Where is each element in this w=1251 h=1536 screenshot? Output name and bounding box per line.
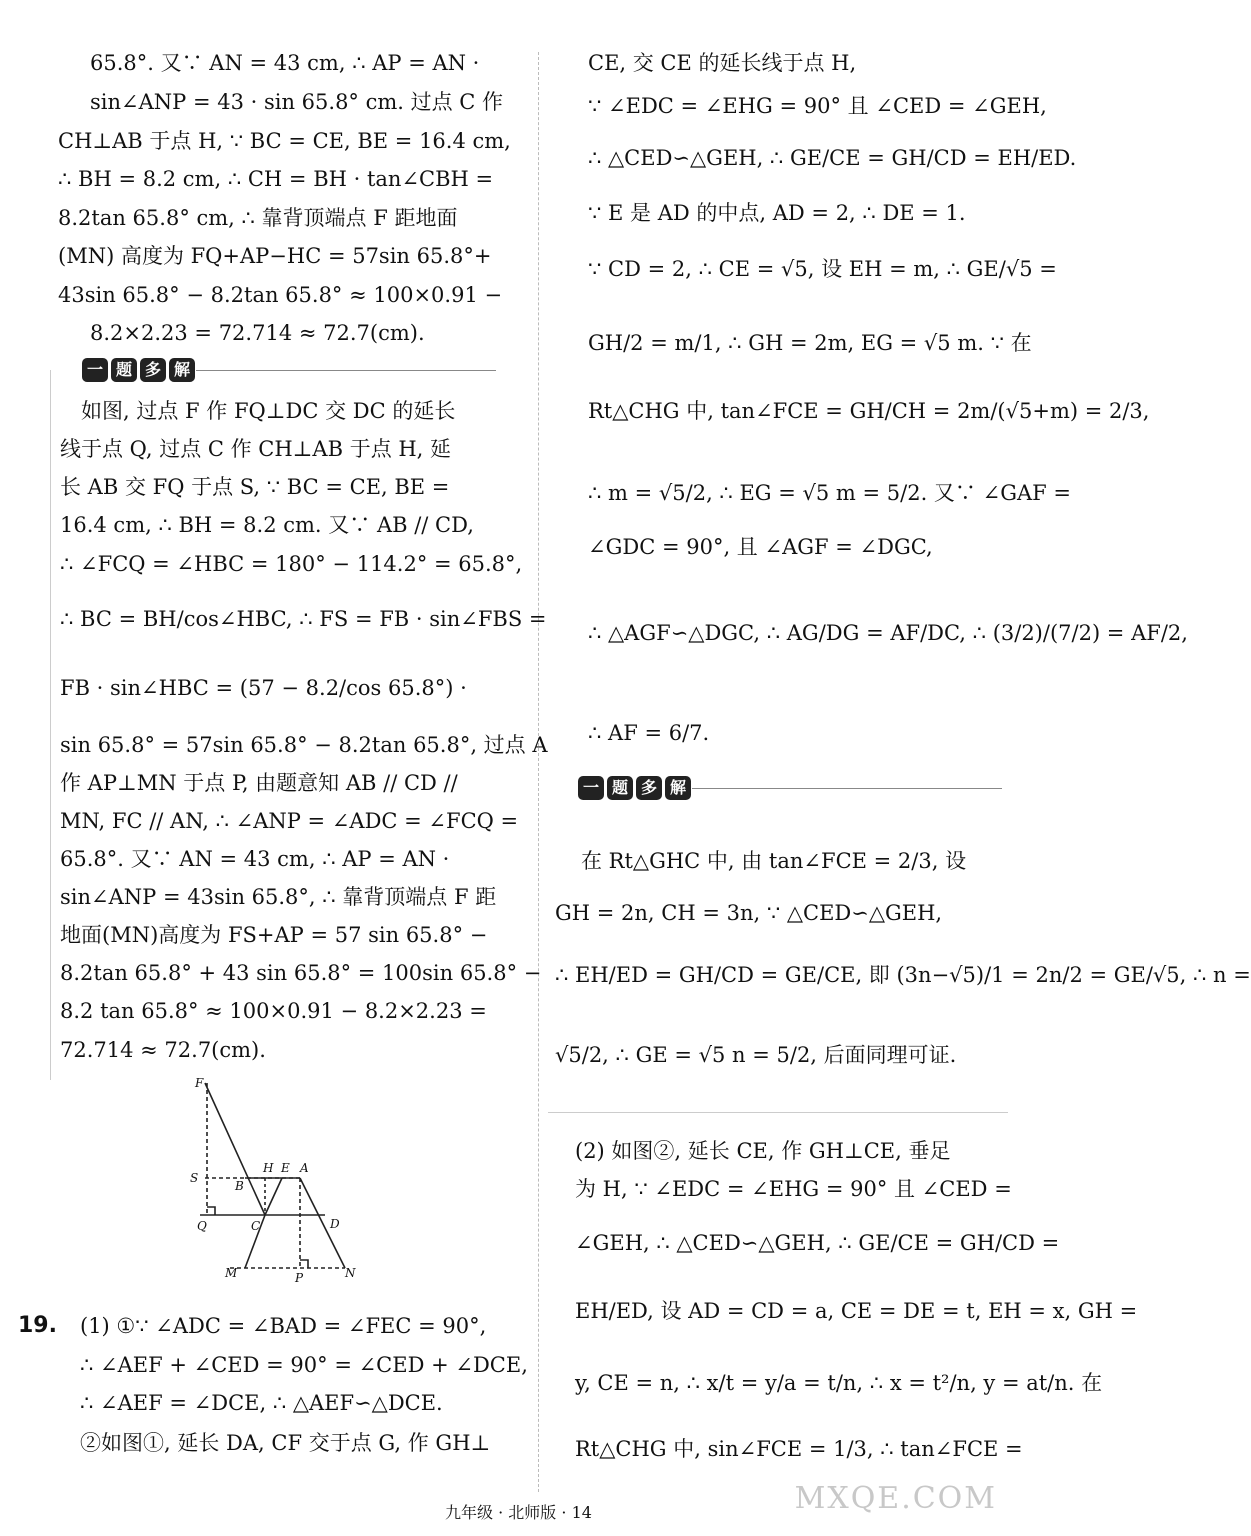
question-number: 19. (18, 1313, 57, 1338)
text-line: ∴ ∠AEF + ∠CED = 90° = ∠CED + ∠DCE, (80, 1353, 528, 1377)
text-line: FB · sin∠HBC = (57 − 8.2/cos 65.8°) · (60, 676, 467, 700)
text-line: 8.2tan 65.8° + 43 sin 65.8° = 100sin 65.8° − (60, 961, 542, 985)
text-line: 8.2tan 65.8° cm, ∴ 靠背顶端点 F 距地面 (58, 206, 458, 230)
text-line: 16.4 cm, ∴ BH = 8.2 cm. 又∵ AB // CD, (60, 513, 474, 537)
text-line: MN, FC // AN, ∴ ∠ANP = ∠ADC = ∠FCQ = (60, 809, 519, 833)
text-line: ∴ AF = 6/7. (588, 721, 710, 745)
text-line: ∵ ∠EDC = ∠EHG = 90° 且 ∠CED = ∠GEH, (588, 94, 1047, 118)
text-line: ∠GEH, ∴ △CED∽△GEH, ∴ GE/CE = GH/CD = (575, 1231, 1060, 1255)
solution-box-border (692, 788, 1002, 789)
text-line: CH⊥AB 于点 H, ∵ BC = CE, BE = 16.4 cm, (58, 129, 511, 153)
text-line: 作 AP⊥MN 于点 P, 由题意知 AB // CD // (60, 771, 458, 795)
label-N: N (345, 1266, 356, 1280)
label-D: D (330, 1217, 340, 1231)
text-line: 65.8°. 又∵ AN = 43 cm, ∴ AP = AN · (90, 51, 480, 75)
badge-char: 多 (636, 776, 662, 800)
solution-box-border (548, 1112, 1008, 1113)
text-line: 65.8°. 又∵ AN = 43 cm, ∴ AP = AN · (60, 847, 450, 871)
text-line: ∴ △CED∽△GEH, ∴ GE/CE = GH/CD = EH/ED. (588, 146, 1077, 170)
text-line: ∠GDC = 90°, 且 ∠AGF = ∠DGC, (588, 535, 933, 559)
text-line: ∴ EH/ED = GH/CD = GE/CE, 即 (3n−√5)/1 = 2n/2 = GE/√5, ∴ n = (555, 963, 1251, 987)
text-line: CE, 交 CE 的延长线于点 H, (588, 51, 857, 75)
text-line: Rt△CHG 中, sin∠FCE = 1/3, ∴ tan∠FCE = (575, 1437, 1023, 1461)
label-C: C (251, 1219, 261, 1233)
column-divider (538, 52, 539, 1492)
text-line: ∵ E 是 AD 的中点, AD = 2, ∴ DE = 1. (588, 201, 966, 225)
badge-char: 题 (111, 358, 137, 382)
label-P: P (295, 1271, 304, 1285)
text-line: 8.2×2.23 = 72.714 ≈ 72.7(cm). (90, 321, 425, 345)
label-A: A (300, 1161, 309, 1175)
text-line: 线于点 Q, 过点 C 作 CH⊥AB 于点 H, 延 (60, 437, 452, 461)
label-Q: Q (197, 1219, 207, 1233)
badge-char: 题 (607, 776, 633, 800)
text-line: ∵ CD = 2, ∴ CE = √5, 设 EH = m, ∴ GE/√5 = (588, 257, 1057, 281)
badge-char: 多 (140, 358, 166, 382)
solution-box-border (196, 370, 496, 371)
text-line: 长 AB 交 FQ 于点 S, ∵ BC = CE, BE = (60, 475, 450, 499)
text-line: sin∠ANP = 43 · sin 65.8° cm. 过点 C 作 (90, 90, 504, 114)
text-line: 如图, 过点 F 作 FQ⊥DC 交 DC 的延长 (60, 399, 456, 423)
text-line: √5/2, ∴ GE = √5 n = 5/2, 后面同理可证. (555, 1043, 957, 1067)
text-line: sin 65.8° = 57sin 65.8° − 8.2tan 65.8°, 过点 A (60, 733, 548, 757)
text-line: (1) ①∵ ∠ADC = ∠BAD = ∠FEC = 90°, (80, 1314, 487, 1338)
solution-box-border (50, 370, 51, 1080)
text-line: 72.714 ≈ 72.7(cm). (60, 1038, 266, 1062)
text-line: (MN) 高度为 FQ+AP−HC = 57sin 65.8°+ (58, 244, 492, 268)
text-line: 8.2 tan 65.8° ≈ 100×0.91 − 8.2×2.23 = (60, 999, 487, 1023)
badge-char: 解 (169, 358, 195, 382)
label-B: B (235, 1179, 244, 1193)
text-line: (2) 如图②, 延长 CE, 作 GH⊥CE, 垂足 (575, 1139, 951, 1163)
text-line: ②如图①, 延长 DA, CF 交于点 G, 作 GH⊥ (80, 1431, 491, 1455)
geometry-figure (185, 1075, 365, 1285)
page-footer: 九年级 · 北师版 · 14 (445, 1503, 592, 1522)
text-line: 地面(MN)高度为 FS+AP = 57 sin 65.8° − (60, 923, 488, 947)
multi-solution-badge (578, 776, 691, 800)
label-F: F (195, 1076, 204, 1090)
text-line: ∴ ∠FCQ = ∠HBC = 180° − 114.2° = 65.8°, (60, 552, 523, 576)
label-S: S (190, 1171, 199, 1185)
watermark: MXQE.COM (794, 1481, 997, 1516)
label-H: H (263, 1161, 274, 1175)
text-line: Rt△CHG 中, tan∠FCE = GH/CH = 2m/(√5+m) = 2/3, (588, 399, 1150, 423)
text-line: ∴ m = √5/2, ∴ EG = √5 m = 5/2. 又∵ ∠GAF = (588, 481, 1071, 505)
text-line: 为 H, ∵ ∠EDC = ∠EHG = 90° 且 ∠CED = (575, 1177, 1012, 1201)
text-line: sin∠ANP = 43sin 65.8°, ∴ 靠背顶端点 F 距 (60, 885, 497, 909)
badge-char: 一 (578, 776, 604, 800)
text-line: 43sin 65.8° − 8.2tan 65.8° ≈ 100×0.91 − (58, 283, 503, 307)
text-line: ∴ BC = BH/cos∠HBC, ∴ FS = FB · sin∠FBS = (60, 607, 547, 631)
multi-solution-badge (82, 358, 195, 382)
text-line: y, CE = n, ∴ x/t = y/a = t/n, ∴ x = t²/n, y = at/n. 在 (575, 1371, 1103, 1395)
text-line: EH/ED, 设 AD = CD = a, CE = DE = t, EH = x, GH = (575, 1299, 1138, 1323)
label-M: M (225, 1266, 238, 1280)
text-line: GH = 2n, CH = 3n, ∵ △CED∽△GEH, (555, 901, 943, 925)
text-line: ∴ △AGF∽△DGC, ∴ AG/DG = AF/DC, ∴ (3/2)/(7/2) = AF/2, (588, 621, 1188, 645)
text-line: 在 Rt△GHC 中, 由 tan∠FCE = 2/3, 设 (560, 849, 967, 873)
badge-char: 解 (665, 776, 691, 800)
text-line: GH/2 = m/1, ∴ GH = 2m, EG = √5 m. ∵ 在 (588, 331, 1032, 355)
label-E: E (281, 1161, 290, 1175)
badge-char: 一 (82, 358, 108, 382)
text-line: ∴ ∠AEF = ∠DCE, ∴ △AEF∽△DCE. (80, 1391, 443, 1415)
text-line: ∴ BH = 8.2 cm, ∴ CH = BH · tan∠CBH = (58, 167, 494, 191)
